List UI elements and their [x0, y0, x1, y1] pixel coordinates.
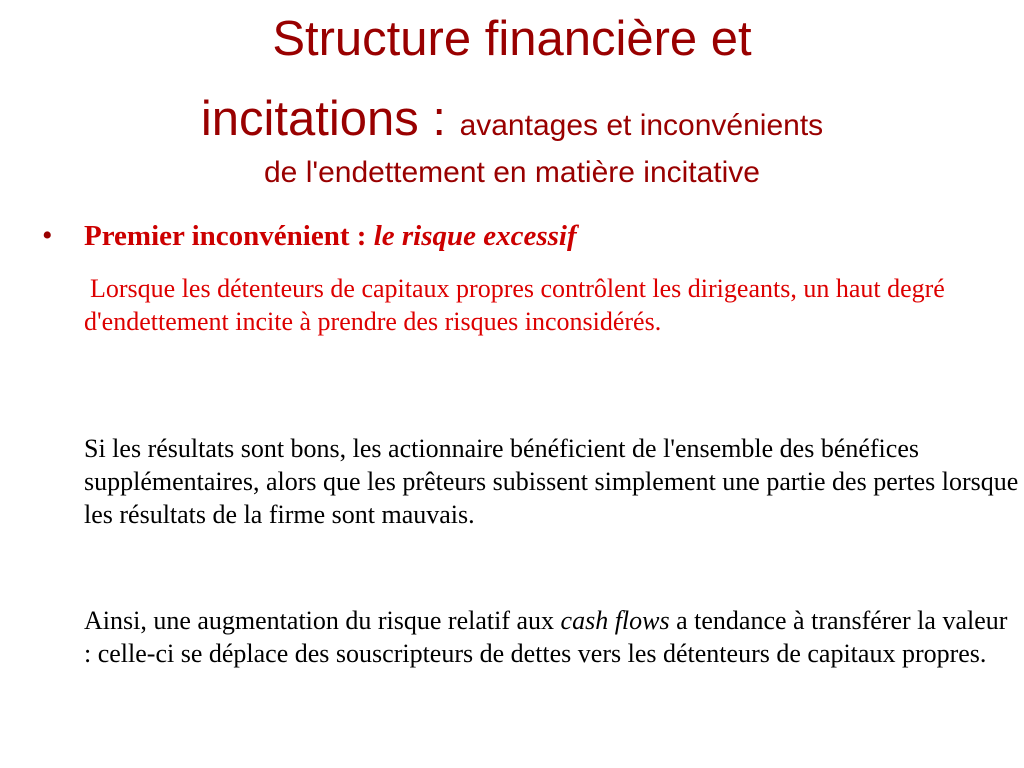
paragraph-conclusion-end: a tendance à transférer la valeur : celle-ci se déplace des souscripteurs de dettes vers les détenteurs de capitaux propres. [84, 606, 1008, 668]
paragraph-red-intro: Lorsque les détenteurs de capitaux propres contrôlent les dirigeants, un haut degré d'endettement incite à prendre des risques inconsidérés. [84, 274, 945, 336]
slide-title-main-part: incitations : [200, 92, 460, 146]
paragraph-conclusion [84, 604, 1019, 670]
paragraph-conclusion-term: cash flows [560, 606, 670, 635]
slide-subtitle-part-1: avantages et inconvénients [459, 109, 824, 142]
slide-subtitle-line: de l'endettement en matière incitative [263, 156, 760, 189]
bullet-heading [84, 218, 577, 254]
slide-title-line-1: Structure financière et [272, 12, 752, 66]
bullet-heading-topic: le risque excessif [373, 220, 577, 252]
slide-title-line-2 [60, 92, 964, 153]
paragraph-results: Si les résultats sont bons, les actionnaire bénéficient de l'ensemble des bénéfices supplémentaires, alors que les prêteurs subissent simplement une partie des pertes lorsque les résultats de la firme sont mauvais. [84, 434, 1019, 529]
bullet-marker: • [42, 219, 53, 252]
paragraph-conclusion-start: Ainsi, une augmentation du risque relatif aux [84, 606, 561, 635]
bullet-heading-label: Premier inconvénient : [84, 220, 374, 252]
